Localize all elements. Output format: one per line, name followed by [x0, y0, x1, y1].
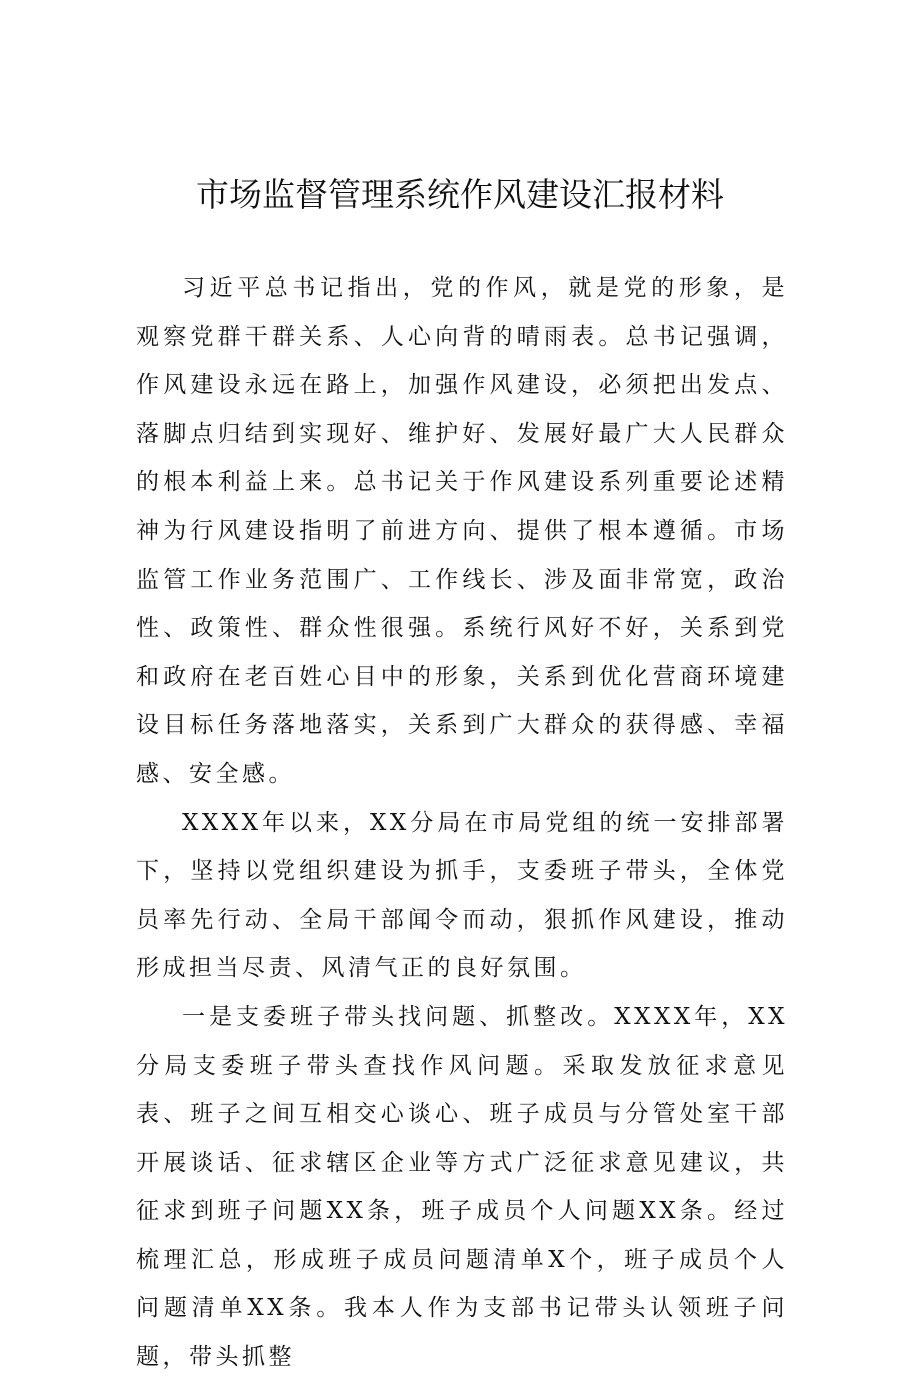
document-title: 市场监督管理系统作风建设汇报材料 [196, 175, 724, 214]
paragraph-overview: XXXX年以来，XX分局在市局党组的统一安排部署下，坚持以党组织建设为抓手，支委班子带头，全体党员率先行动、全局干部闻令而动，狠抓作风建设，推动形成担当尽责、风清气正的良好氛围。 [136, 809, 788, 982]
document-body [136, 264, 788, 1382]
paragraph-point-one: 一是支委班子带头找问题、抓整改。XXXX年，XX分局支委班子带头查找作风问题。采取发放征求意见表、班子之间互相交心谈心、班子成员与分管处室干部开展谈话、征求辖区企业等方式广泛征求意见建议，共征求到班子问题XX条，班子成员个人问题XX条。经过梳理汇总，形成班子成员问题清单X个，班子成员个人问题清单XX条。我本人作为支部书记带头认领班子问题，带头抓整 [136, 1003, 788, 1371]
paragraph-intro: 习近平总书记指出，党的作风，就是党的形象，是观察党群干群关系、人心向背的晴雨表。总书记强调，作风建设永远在路上，加强作风建设，必须把出发点、落脚点归结到实现好、维护好、发展好最广大人民群众的根本利益上来。总书记关于作风建设系列重要论述精神为行风建设指明了前进方向、提供了根本遵循。市场监管工作业务范围广、工作线长、涉及面非常宽，政治性、政策性、群众性很强。系统行风好不好，关系到党和政府在老百姓心目中的形象，关系到优化营商环境建设目标任务落地落实，关系到广大群众的获得感、幸福感、安全感。 [136, 275, 788, 787]
